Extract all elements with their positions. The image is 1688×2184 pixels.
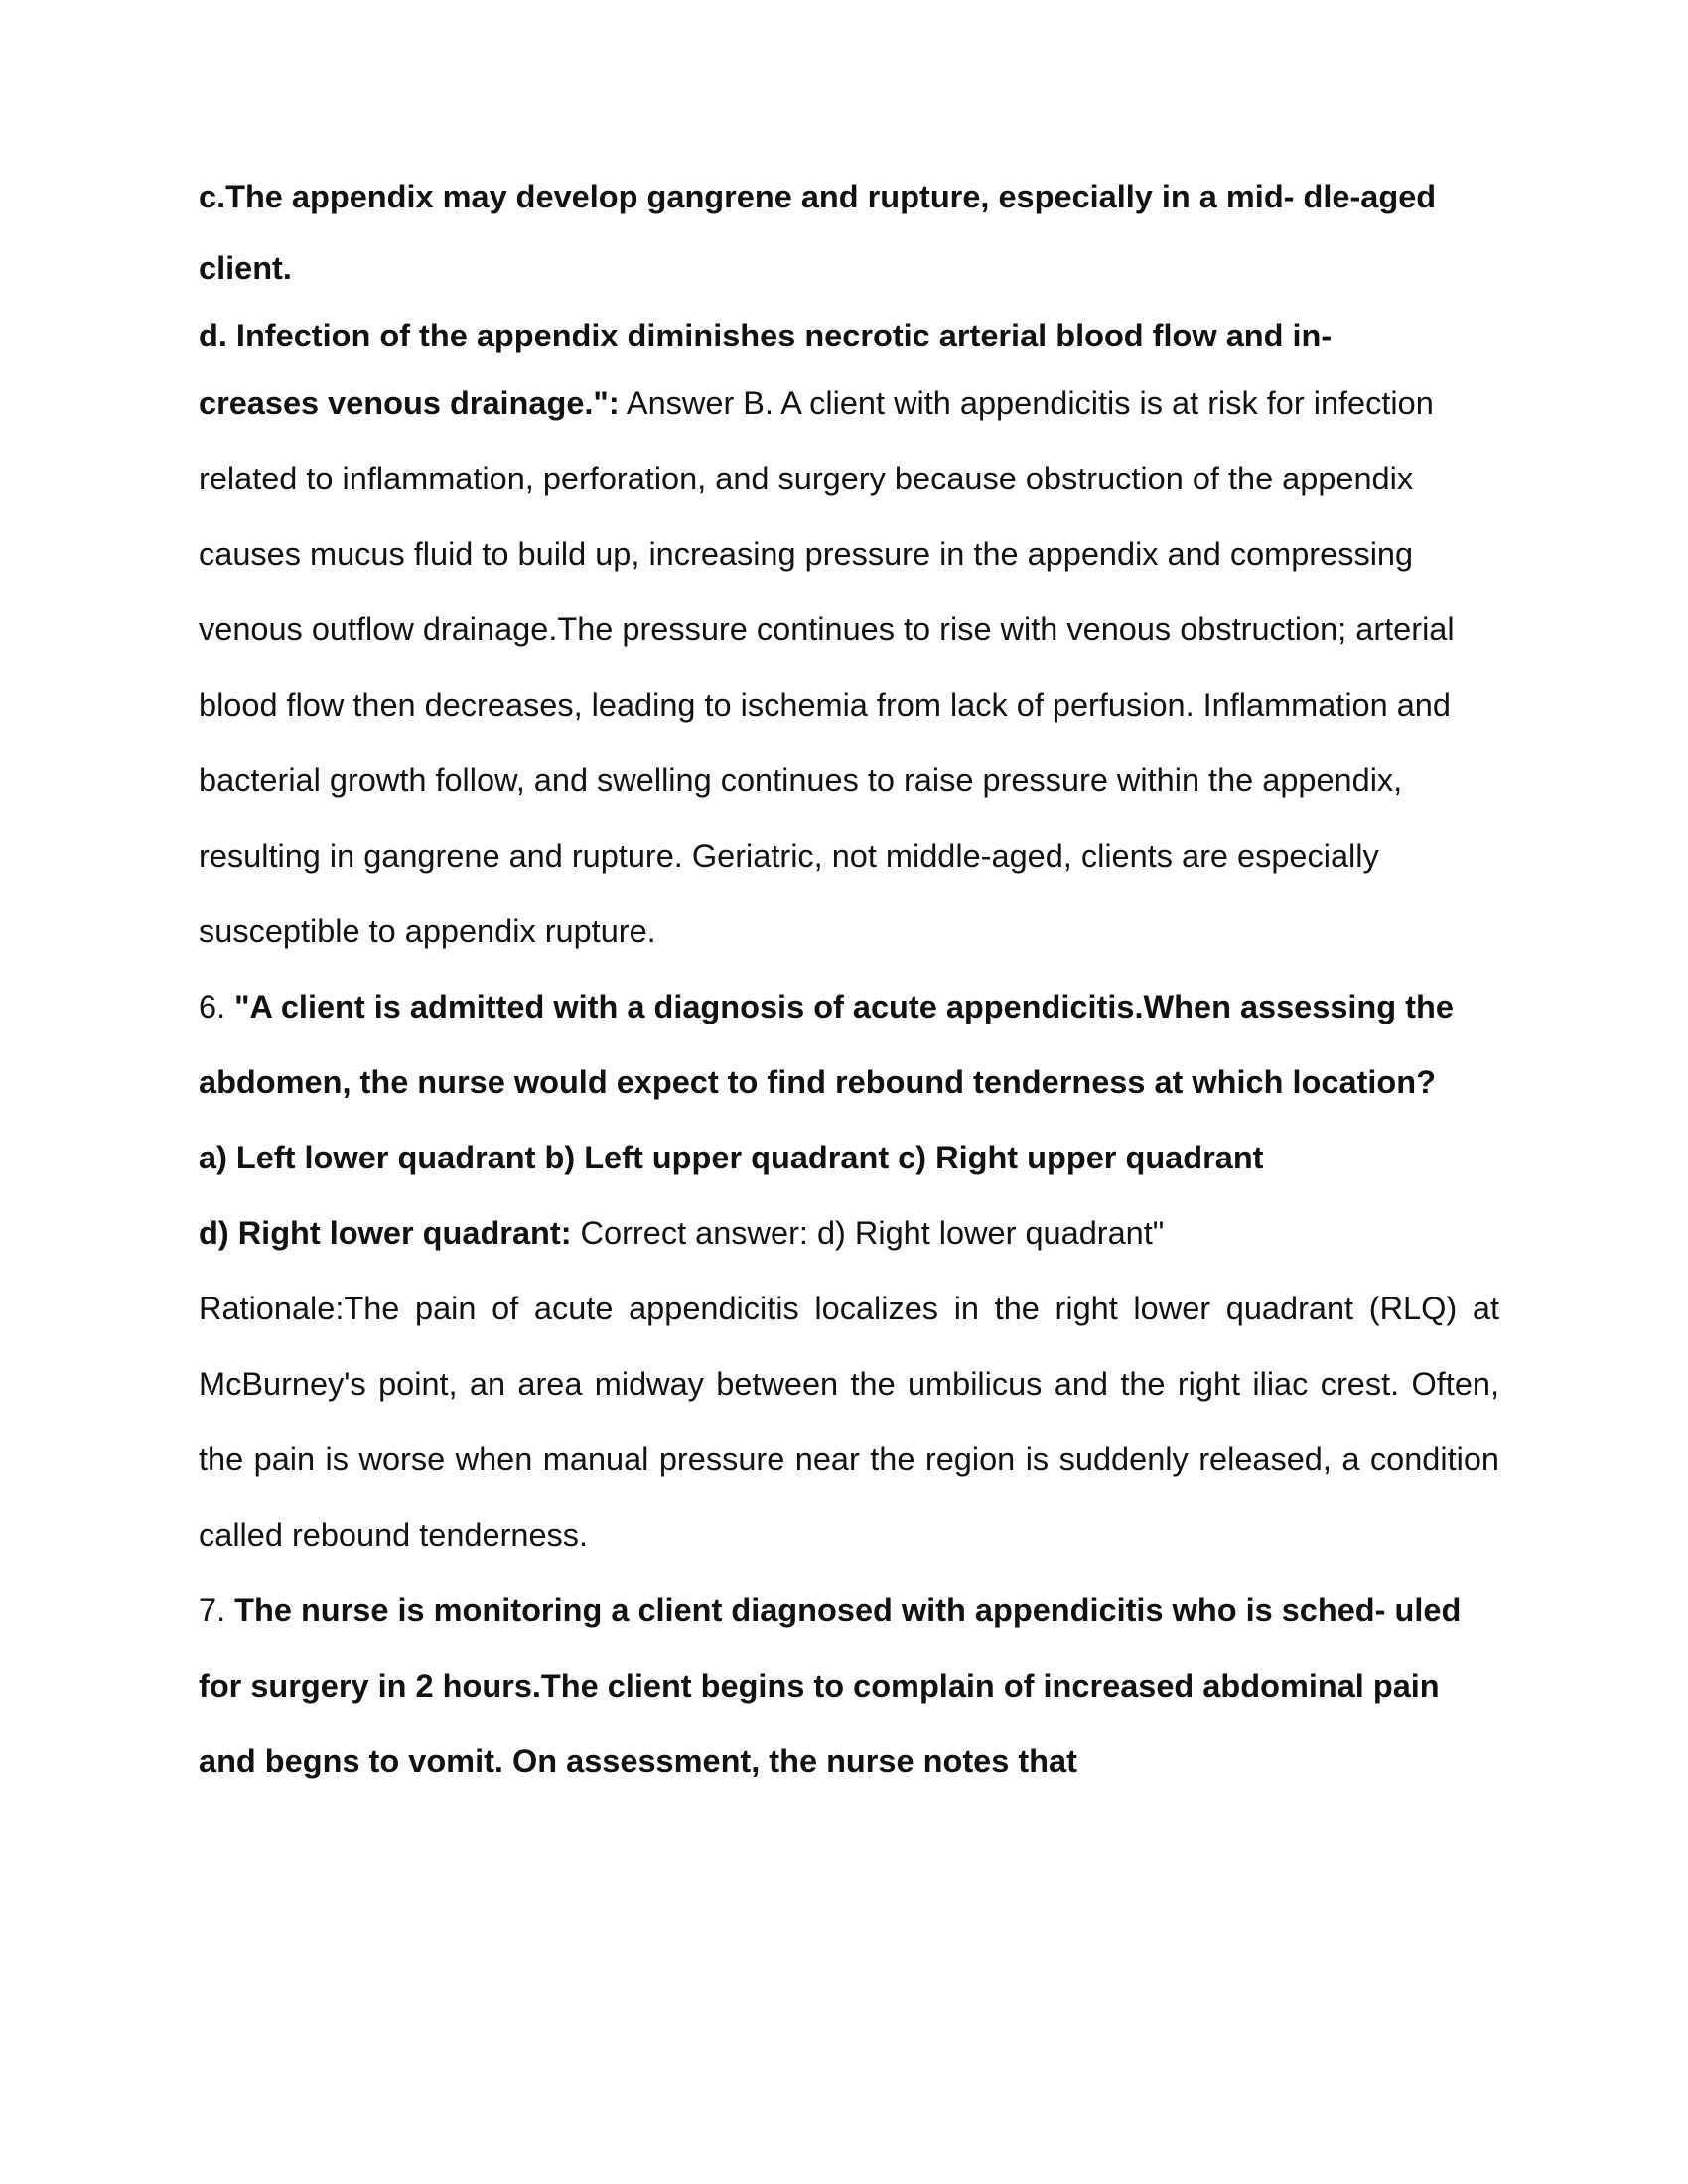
option-c-continuation: client. bbox=[199, 250, 292, 286]
question-6-answer: Correct answer: d) Right lower quadrant" bbox=[571, 1215, 1165, 1251]
answer-line: venous outflow drainage.The pressure continues to rise with venous obstruction; arterial bbox=[199, 612, 1455, 647]
question-6-line bbox=[199, 987, 1499, 1026]
question-6-number: 6. bbox=[199, 989, 235, 1024]
question-6-option-d: d) Right lower quadrant: bbox=[199, 1215, 572, 1251]
rationale-line: McBurney's point, an area midway between the umbilicus and the right iliac crest. Often, bbox=[199, 1366, 1499, 1402]
question-7-line bbox=[199, 1590, 1499, 1630]
question-6-text: "A client is admitted with a diagnosis of acute appendicitis.When assessing the bbox=[234, 989, 1454, 1024]
answer-line: causes mucus fluid to build up, increasing pressure in the appendix and compressing bbox=[199, 536, 1414, 572]
answer-line: susceptible to appendix rupture. bbox=[199, 913, 656, 949]
rationale-line: the pain is worse when manual pressure near the region is suddenly released, a condition bbox=[199, 1441, 1499, 1477]
question-7-text-cont: and begns to vomit. On assessment, the nurse notes that bbox=[199, 1743, 1077, 1779]
option-d-answer-line bbox=[199, 383, 1499, 423]
rationale-line: Rationale:The pain of acute appendicitis localizes in the right lower quadrant (RLQ) at bbox=[199, 1291, 1499, 1326]
answer-line: related to inflammation, perforation, and surgery because obstruction of the appendix bbox=[199, 461, 1414, 496]
answer-text: Answer B. A client with appendicitis is at risk for infection bbox=[619, 385, 1434, 421]
rationale-line: called rebound tenderness. bbox=[199, 1517, 589, 1553]
option-d-text: d. Infection of the appendix diminishes necrotic arterial blood flow and in- bbox=[199, 318, 1333, 353]
option-d-text-cont: creases venous drainage.": bbox=[199, 385, 620, 421]
option-c-text: c.The appendix may develop gangrene and rupture, especially in a mid- dle-aged bbox=[199, 179, 1437, 214]
answer-line: blood flow then decreases, leading to ischemia from lack of perfusion. Inflammation and bbox=[199, 687, 1451, 723]
question-7-number: 7. bbox=[199, 1592, 235, 1628]
question-6-options: a) Left lower quadrant b) Left upper quadrant c) Right upper quadrant bbox=[199, 1140, 1264, 1175]
question-7-text-cont: for surgery in 2 hours.The client begins to complain of increased abdominal pain bbox=[199, 1668, 1440, 1704]
answer-line: bacterial growth follow, and swelling continues to raise pressure within the appendix, bbox=[199, 762, 1403, 798]
question-6-answer-line bbox=[199, 1213, 1499, 1253]
answer-line: resulting in gangrene and rupture. Geriatric, not middle-aged, clients are especially bbox=[199, 838, 1379, 874]
question-6-text-cont: abdomen, the nurse would expect to find rebound tenderness at which location? bbox=[199, 1064, 1436, 1100]
question-7-text: The nurse is monitoring a client diagnosed with appendicitis who is sched- uled bbox=[234, 1592, 1462, 1628]
